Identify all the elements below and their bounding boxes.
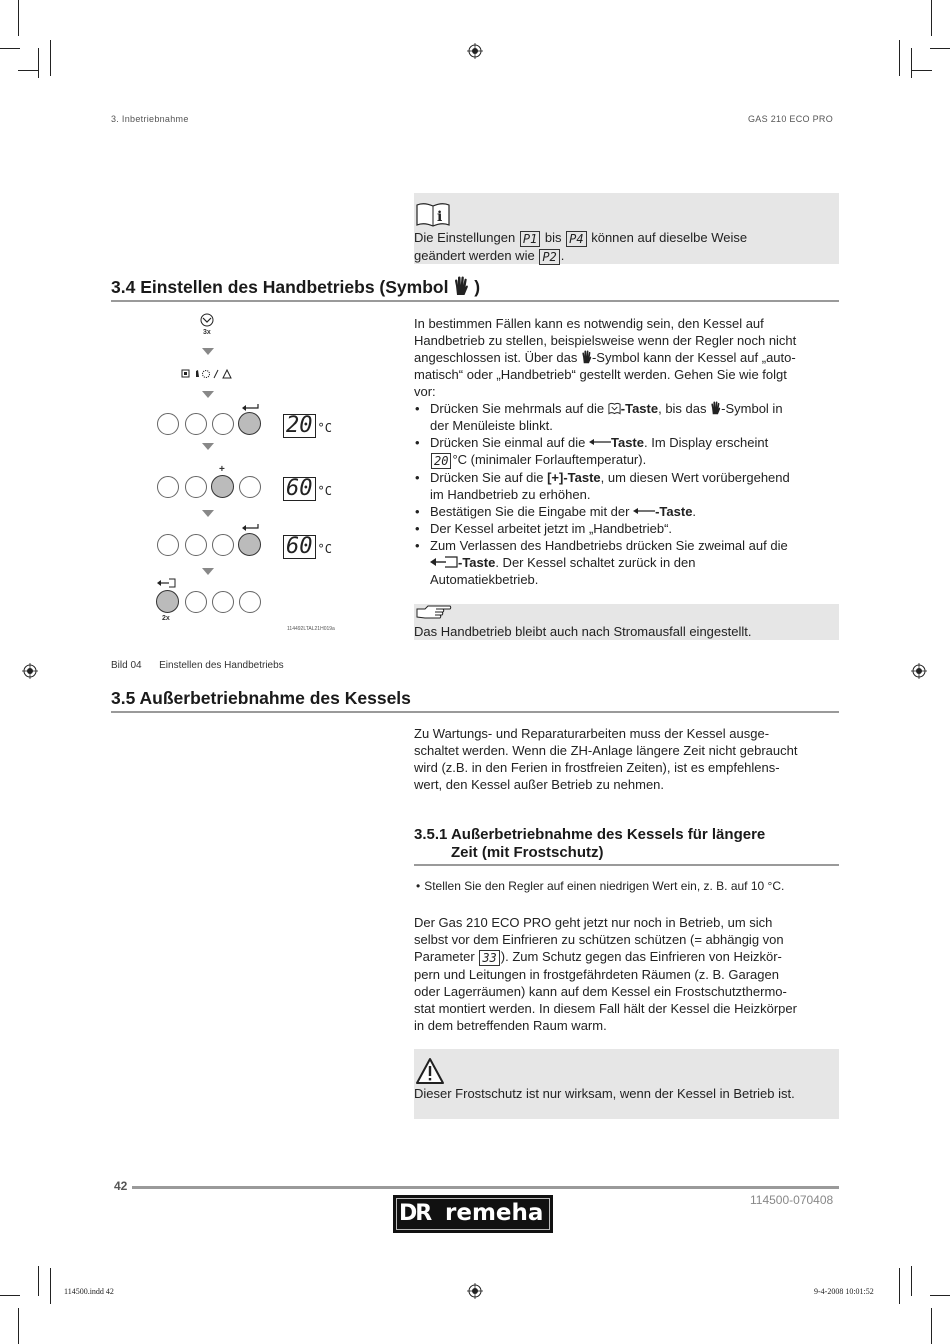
tab-key-icon [608, 401, 621, 415]
print-slug-date: 9-4-2008 10:01:52 [814, 1287, 874, 1296]
brand-name: remeha [445, 1200, 544, 1226]
section34-body [414, 315, 842, 588]
keypad-button [239, 476, 261, 498]
registration-mark-icon [467, 1283, 483, 1299]
section-title-3-5: 3.5 Außerbetriebnahme des Kessels [111, 688, 411, 708]
arrow-down-icon [202, 510, 214, 517]
enter-arrow-icon [633, 507, 655, 515]
param-display: P1 [520, 231, 540, 247]
keypad-button [239, 591, 261, 613]
list-text: . Im Display erscheint [643, 435, 769, 450]
paragraph-line [414, 948, 842, 966]
display-unit: °C [317, 542, 332, 556]
caption-number: Bild 04 [111, 660, 142, 671]
crop-mark [912, 70, 932, 71]
enter-arrow-icon [241, 403, 259, 411]
running-header-product: GAS 210 ECO PRO [748, 114, 834, 124]
paragraph-line: stat montiert werden. In diesem Fall hält der Kessel die Heizkörper [414, 1001, 797, 1016]
document-number: 114500-070408 [750, 1193, 834, 1207]
list-text: -Symbol in [721, 401, 783, 416]
footer-rule [132, 1186, 839, 1189]
exit-key-icon [157, 578, 177, 588]
enter-arrow-icon [589, 438, 611, 446]
note1-text: bis [544, 230, 562, 245]
section35-body [414, 725, 842, 793]
keypad-button [212, 534, 234, 556]
list-text: . Der Kessel schaltet zurück in den [495, 555, 696, 570]
paragraph-line: schaltet werden. Wenn die ZH-Anlage längere Zeit nicht gebraucht [414, 743, 798, 758]
caption-text: Einstellen des Handbetriebs [159, 660, 284, 671]
key-label: Taste [610, 435, 644, 450]
crop-mark [911, 48, 912, 78]
crop-mark [50, 1268, 51, 1304]
key-label: -Taste [655, 504, 693, 519]
registration-mark-icon [467, 43, 483, 59]
display-value: 60 [283, 477, 316, 501]
paragraph-line: In bestimmen Fällen kann es notwendig sein, den Kessel auf [414, 316, 764, 331]
crop-mark [899, 1268, 900, 1304]
key-label: -Taste [620, 401, 659, 416]
note1-text: Die Einstellungen [414, 230, 516, 245]
list-text: Drücken Sie einmal auf die [430, 435, 586, 450]
paragraph-line: wird (z.B. in den Ferien in frostfreien Zeiten), ist es empfehlens- [414, 760, 780, 775]
paragraph-line: Der Gas 210 ECO PRO geht jetzt nur noch in Betrieb, um sich [414, 915, 773, 930]
subsection-title-3-5-1 [414, 826, 765, 862]
keypad-button [185, 534, 207, 556]
hint-note-box [414, 604, 839, 640]
list-text: , um diesen Wert vorübergehend [600, 470, 790, 485]
svg-text:i: i [437, 209, 443, 225]
brand-logo-mark: DR [399, 1201, 431, 1226]
paragraph-line: oder Lagerräumen) kann auf dem Kessel ein Frostschutzthermo- [414, 984, 787, 999]
info-note-box [414, 193, 839, 264]
enter-arrow-icon [241, 523, 259, 531]
warning-text: Dieser Frostschutz ist nur wirksam, wenn der Kessel in Betrieb ist. [414, 1086, 795, 1101]
keypad-button-pressed [238, 533, 261, 556]
arrow-down-icon [202, 443, 214, 450]
list-text: der Menüleiste blinkt. [430, 418, 553, 433]
paragraph-text: angeschlossen ist. Über das [414, 350, 578, 365]
key-label: -Taste [458, 555, 496, 570]
warning-triangle-icon [415, 1057, 445, 1085]
section-title-text: ) [474, 277, 481, 297]
crop-mark [0, 48, 20, 49]
crop-mark [930, 1295, 950, 1296]
display-unit: °C [317, 421, 332, 435]
subsection-title-line: Zeit (mit Frostschutz) [451, 844, 604, 861]
registration-mark-icon [22, 663, 38, 679]
note1-text: . [560, 248, 565, 263]
list-text: Drücken Sie auf die [430, 470, 544, 485]
list-item [414, 469, 842, 503]
print-slug-file: 114500.indd 42 [64, 1287, 114, 1296]
figure-handbetrieb [111, 308, 371, 638]
keypad-button-pressed [211, 475, 234, 498]
section-rule [111, 300, 839, 302]
figure-caption [111, 660, 284, 671]
instruction-list [414, 400, 842, 588]
list-item [414, 434, 842, 469]
list-item [414, 503, 842, 520]
crop-mark [18, 70, 38, 71]
paragraph-line: Zu Wartungs- und Reparaturarbeiten muss der Kessel ausge- [414, 726, 770, 741]
section-title-text: 3.4 Einstellen des Handbetriebs (Symbol [111, 277, 449, 297]
brand-logo [393, 1195, 553, 1233]
note1-text: können auf dieselbe Weise [591, 230, 748, 245]
crop-mark [930, 48, 950, 49]
crop-mark [911, 1266, 912, 1296]
display-readout [283, 535, 332, 560]
list-text: . [692, 504, 697, 519]
param-display: P2 [539, 249, 559, 265]
paragraph-text: ). Zum Schutz gegen das Einfrieren von Heizkör- [500, 949, 782, 964]
crop-mark [50, 40, 51, 76]
section351-body [414, 914, 842, 1034]
list-text: Drücken Sie mehrmals auf die [430, 401, 605, 416]
display-readout [283, 477, 332, 502]
hint-note-text: Das Handbetrieb bleibt auch nach Stromausfall eingestellt. [414, 624, 752, 639]
crop-mark [38, 1266, 39, 1296]
hand-icon [710, 401, 721, 415]
list-text: im Handbetrieb zu erhöhen. [430, 487, 591, 502]
list-text: Automatiekbetrieb. [430, 572, 539, 587]
paragraph-text: Parameter [414, 949, 475, 964]
exit-key-icon [430, 556, 458, 568]
keypad-button [157, 534, 179, 556]
paragraph-text: -Symbol kann der Kessel auf „auto- [591, 350, 796, 365]
crop-mark [931, 1308, 932, 1344]
keypad-button [157, 413, 179, 435]
keypad-button-pressed [238, 412, 261, 435]
crop-mark [899, 40, 900, 76]
key-label: [+]-Taste [547, 470, 601, 485]
plus-label: + [219, 464, 225, 475]
note1-text: geändert werden wie [414, 248, 535, 263]
arrow-down-icon [202, 391, 214, 398]
crop-mark [931, 0, 932, 36]
paragraph-line: selbst vor dem Einfrieren zu schützen schützen (= abhängig von [414, 932, 784, 947]
list-text: Der Kessel arbeitet jetzt im „Handbetrieb“. [430, 521, 673, 536]
warning-note-box [414, 1049, 839, 1119]
pointing-hand-icon [416, 605, 452, 621]
crop-mark [0, 1295, 20, 1296]
list-item [414, 400, 842, 434]
list-text: °C (minimaler Forlauftemperatur). [452, 452, 647, 467]
paragraph-line: Handbetrieb zu stellen, beispielsweise wenn der Regler noch nicht [414, 333, 797, 348]
section-rule [414, 864, 839, 866]
press-count-label: 2x [162, 615, 170, 622]
keypad-button [185, 413, 207, 435]
registration-mark-icon [911, 663, 927, 679]
list-text: , bis das [658, 401, 707, 416]
info-book-icon [416, 201, 450, 227]
subsection-bullet: • Stellen Sie den Regler auf einen niedrigen Wert ein, z. B. auf 10 °C. [416, 879, 785, 893]
paragraph-line: matisch“ oder „Handbetrieb“ gestellt werden. Gehen Sie wie folgt [414, 367, 787, 382]
section-title-3-4 [111, 276, 480, 298]
keypad-button-pressed [156, 590, 179, 613]
paragraph-line: wert, den Kessel außer Betrieb zu nehmen. [414, 777, 665, 792]
running-header-chapter: 3. Inbetriebnahme [111, 114, 189, 124]
page-number: 42 [114, 1179, 128, 1193]
param-display: 33 [479, 950, 499, 966]
list-text: Zum Verlassen des Handbetriebs drücken Sie zweimal auf die [430, 538, 788, 553]
tab-key-icon [200, 313, 214, 327]
display-readout [283, 414, 332, 439]
list-text: Stellen Sie den Regler auf einen niedrigen Wert ein, z. B. auf 10 °C. [424, 879, 785, 893]
press-count-label: 3x [203, 329, 211, 336]
list-item [414, 520, 842, 537]
crop-mark [18, 0, 19, 36]
param-display: 20 [431, 453, 451, 469]
keypad-button [185, 591, 207, 613]
hand-icon [453, 276, 469, 296]
section-rule [111, 711, 839, 713]
display-value: 60 [283, 535, 316, 559]
menu-symbols-icon [181, 368, 237, 380]
figure-code: 114492LTAL21H019a [287, 626, 335, 632]
keypad-button [185, 476, 207, 498]
list-text: Bestätigen Sie die Eingabe mit der [430, 504, 630, 519]
subsection-title-line: 3.5.1 Außerbetriebnahme des Kessels für längere [414, 826, 766, 843]
keypad-button [212, 591, 234, 613]
paragraph-line: pern und Leitungen in frostgefährdeten Räumen (z. B. Garagen [414, 967, 779, 982]
list-item [414, 537, 842, 588]
paragraph-line: vor: [414, 384, 436, 399]
param-display: P4 [566, 231, 586, 247]
keypad-button [212, 413, 234, 435]
display-unit: °C [317, 484, 332, 498]
keypad-button [157, 476, 179, 498]
paragraph-line: in dem betreffenden Raum warm. [414, 1018, 607, 1033]
arrow-down-icon [202, 568, 214, 575]
display-value: 20 [283, 414, 316, 438]
hand-icon [581, 350, 592, 364]
paragraph-line [414, 349, 842, 366]
arrow-down-icon [202, 348, 214, 355]
crop-mark [38, 48, 39, 78]
crop-mark [18, 1308, 19, 1344]
